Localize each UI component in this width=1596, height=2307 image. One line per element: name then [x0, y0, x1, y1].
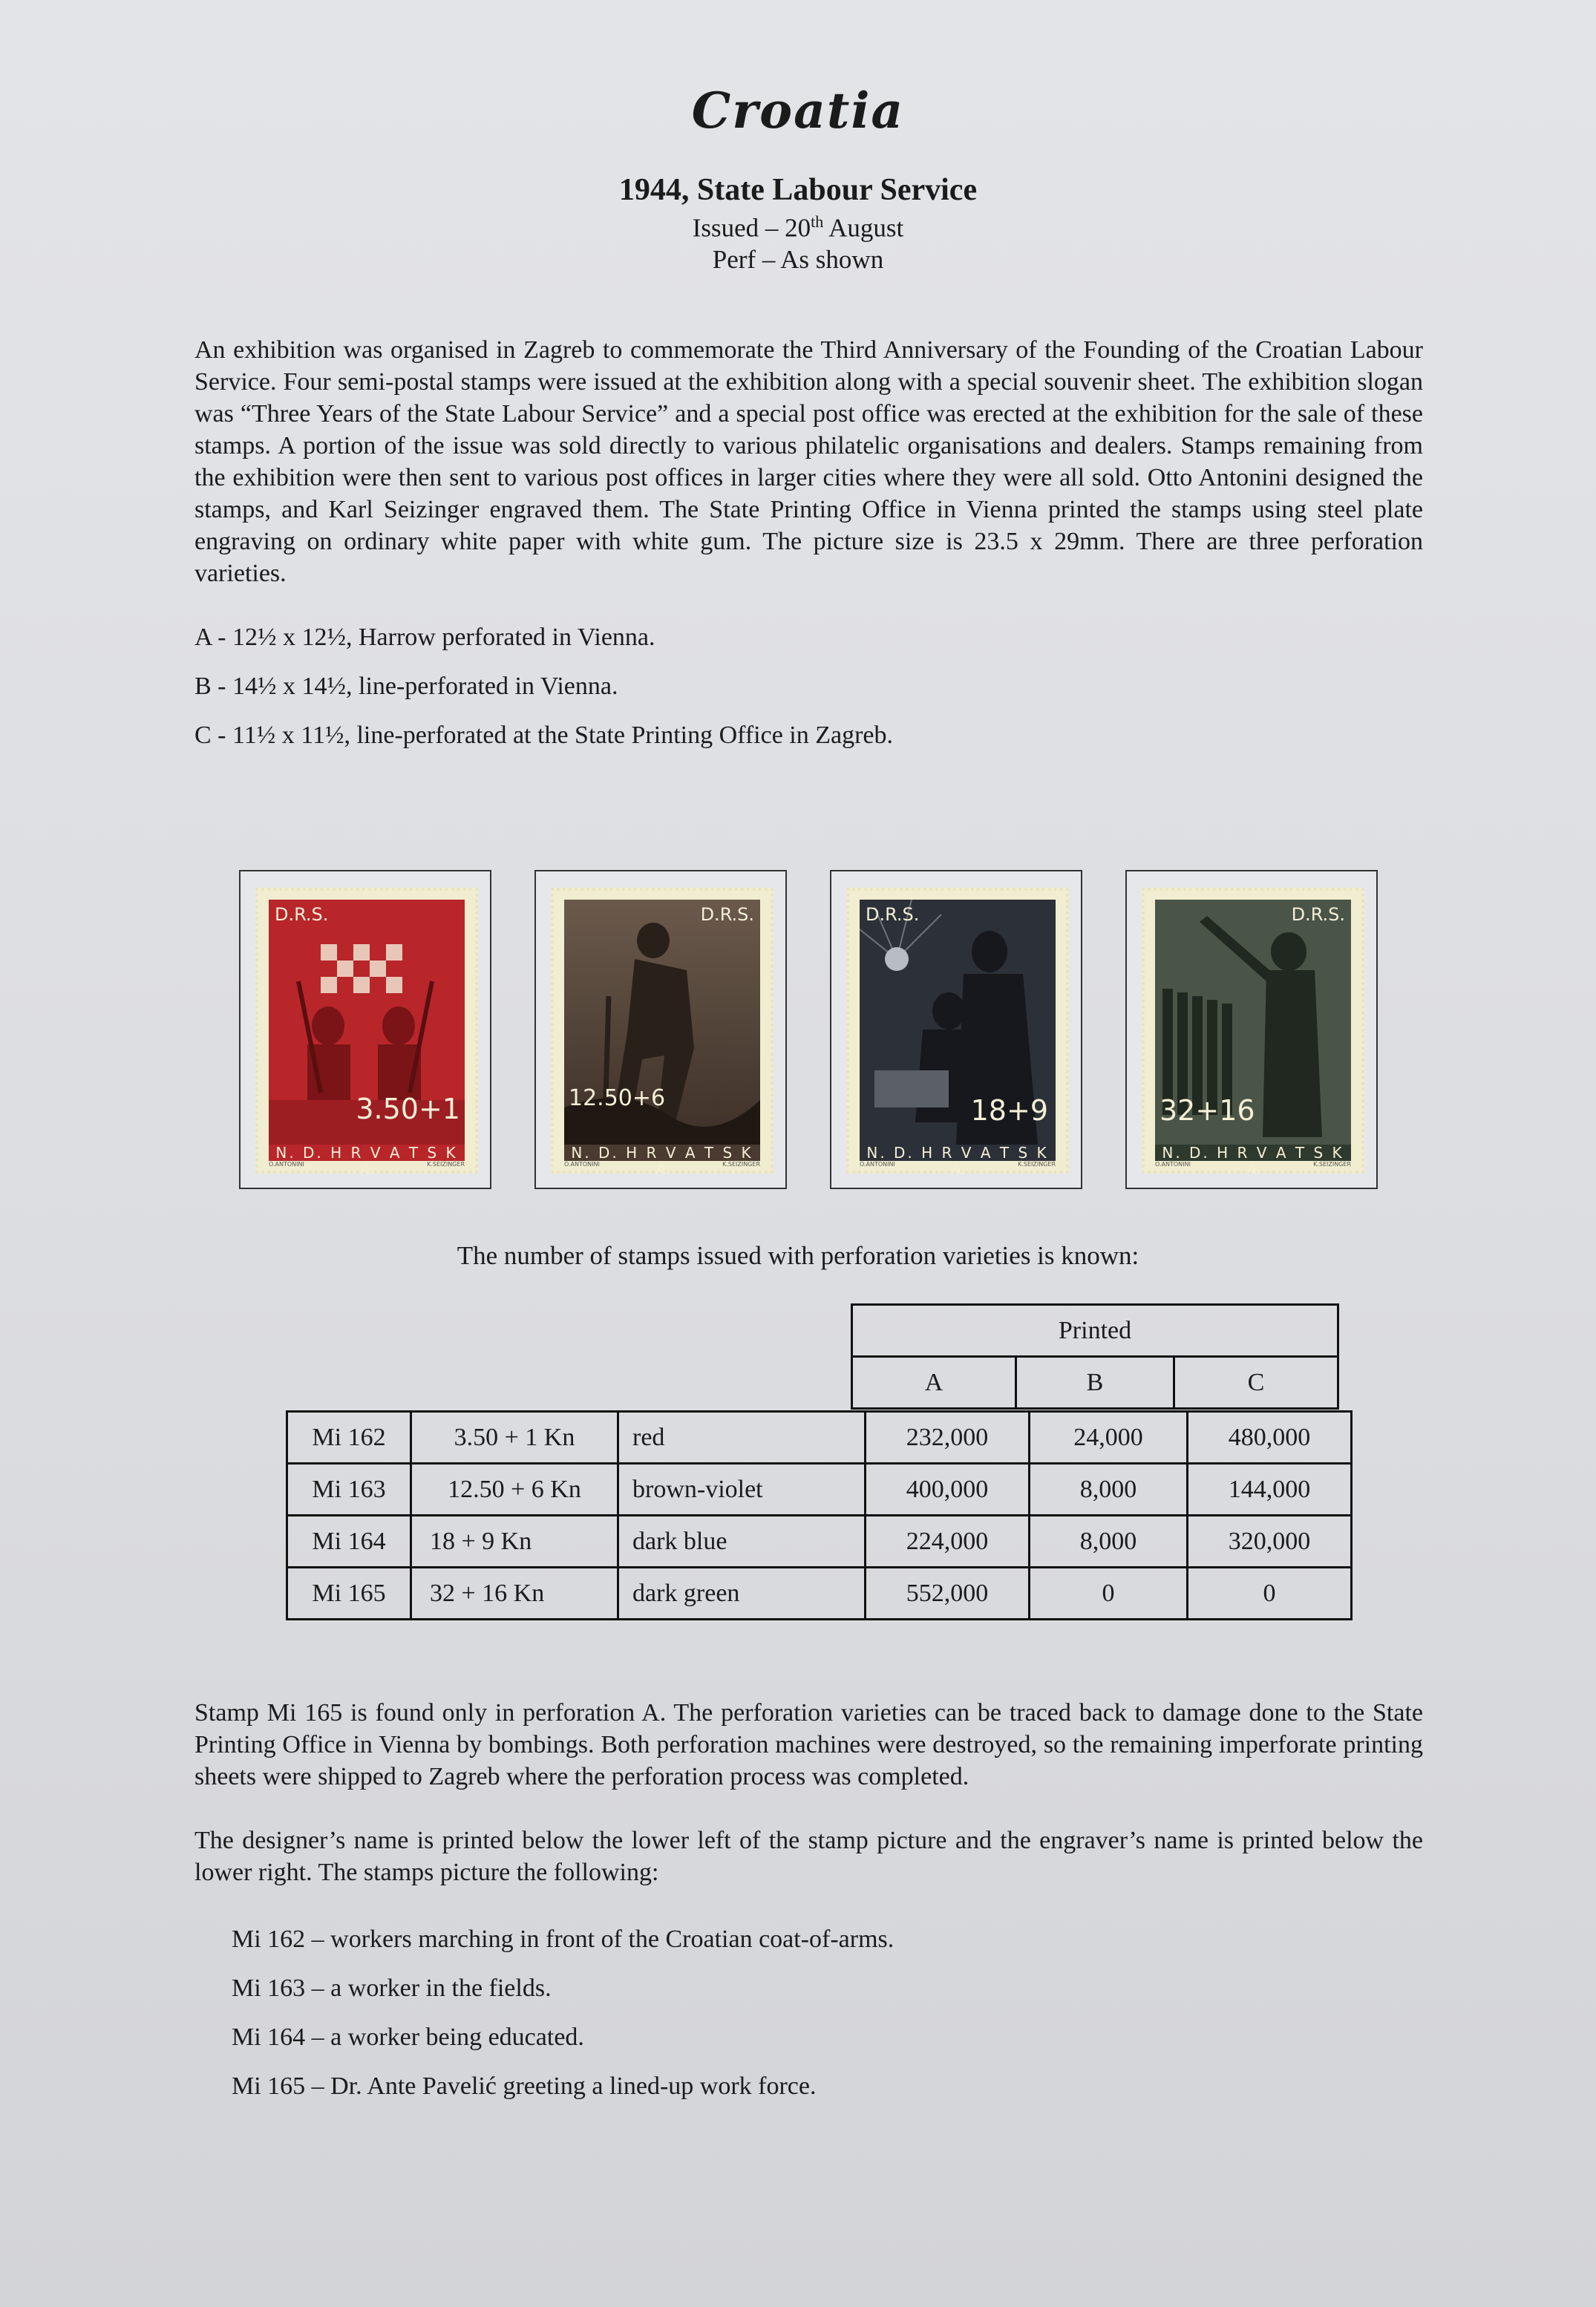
- table-caption: The number of stamps issued with perforation varieties is known:: [457, 1241, 1139, 1270]
- issue-date-suffix: August: [823, 213, 904, 243]
- stamp-drs-label: D.R.S.: [275, 904, 329, 925]
- cell-c: 480,000: [1188, 1412, 1352, 1464]
- column-c: C: [1174, 1357, 1338, 1409]
- stamp-mount-mi163: [534, 870, 787, 1189]
- cell-c: 320,000: [1188, 1516, 1352, 1568]
- stamp-mi163: [551, 888, 774, 1178]
- column-a: A: [852, 1357, 1016, 1409]
- stamp-country: N. D. H R V A T S K A: [1155, 1145, 1351, 1161]
- cell-a: 232,000: [866, 1412, 1030, 1464]
- stamp-mi165: [1142, 888, 1364, 1178]
- cell-value: 12.50 + 6 Kn: [411, 1464, 618, 1516]
- stamp-designer: O.ANTONINI: [269, 1161, 304, 1168]
- stamp-designer: O.ANTONINI: [1155, 1161, 1191, 1168]
- issue-date: [0, 212, 1596, 243]
- designer-notes: The designer’s name is printed below the lower left of the stamp picture and the engraver’s name is printed below the lower right. The stamps picture the following:: [194, 1827, 1423, 1886]
- stamp-picture: [1155, 900, 1351, 1145]
- stamp-drs-label: D.R.S.: [700, 904, 754, 925]
- stamp-value: 12.50+6: [569, 1085, 666, 1111]
- printed-header: Printed: [852, 1305, 1338, 1357]
- column-b: B: [1016, 1357, 1174, 1409]
- stamp-value: 3.50+1: [356, 1093, 460, 1125]
- stamp-designer: O.ANTONINI: [860, 1161, 895, 1168]
- stamp-picture: [269, 900, 465, 1145]
- cell-mi: Mi 164: [287, 1516, 411, 1568]
- cell-mi: Mi 162: [287, 1412, 411, 1464]
- cell-b: 24,000: [1030, 1412, 1188, 1464]
- cell-mi: Mi 165: [287, 1568, 411, 1620]
- perforation-notes: Stamp Mi 165 is found only in perforation A. The perforation varieties can be traced back to damage done to the State Printing Office in Vienna by bombings. Both perforation machines were destroyed, so the remaining imperforate printing sheets were shipped to Zagreb where the perforation process was completed.: [194, 1699, 1423, 1790]
- stamp-engraver: K.SEIZINGER: [427, 1161, 465, 1168]
- stamp-drs-label: D.R.S.: [866, 904, 920, 925]
- table-row: [287, 1464, 1352, 1516]
- stamp-engraver: K.SEIZINGER: [1313, 1161, 1351, 1168]
- intro-paragraph: An exhibition was organised in Zagreb to commemorate the Third Anniversary of the Founding of the Croatian Labour Service. Four semi-postal stamps were issued at the exhibition along with a special souvenir sheet. The exhibition slogan was “Three Years of the State Labour Service” and a special post office was erected at the exhibition for the sale of these stamps. A portion of the issue was sold directly to various philatelic organisations and dealers. Stamps remaining from the exhibition were then sent to various post offices in larger cities where they were all sold. Otto Antonini designed the stamps, and Karl Seizinger engraved them. The State Printing Office in Vienna printed the stamps using steel plate engraving on ordinary white paper with white gum. The picture size is 23.5 x 29mm. There are three perforation varieties.: [194, 336, 1423, 587]
- cell-color: dark blue: [618, 1516, 866, 1568]
- stamp-designer: O.ANTONINI: [564, 1161, 600, 1168]
- cell-color: brown-violet: [618, 1464, 866, 1516]
- stamp-credits: [1155, 1161, 1351, 1168]
- cell-value: 3.50 + 1 Kn: [411, 1412, 618, 1464]
- country-title: Croatia: [691, 82, 905, 140]
- stamp-country: N. D. H R V A T S K A: [269, 1145, 465, 1161]
- stamp-credits: [564, 1161, 760, 1168]
- cell-value: 32 + 16 Kn: [411, 1568, 618, 1620]
- stamp-picture: [564, 900, 760, 1145]
- issue-table: [286, 1410, 1353, 1620]
- picture-item-mi164: Mi 164 – a worker being educated.: [232, 2023, 584, 2051]
- stamp-country: N. D. H R V A T S K A: [564, 1145, 760, 1161]
- perf-line: Perf – As shown: [712, 245, 884, 274]
- cell-mi: Mi 163: [287, 1464, 411, 1516]
- stamp-value: 18+9: [970, 1094, 1048, 1127]
- picture-item-mi165: Mi 165 – Dr. Ante Pavelić greeting a lined-up work force.: [232, 2072, 817, 2100]
- stamp-value: 32+16: [1160, 1094, 1255, 1127]
- stamp-picture: [860, 900, 1056, 1145]
- stamp-drs-label: D.R.S.: [1291, 904, 1345, 925]
- stamp-mi162: [255, 888, 478, 1178]
- cell-b: 0: [1030, 1568, 1188, 1620]
- cell-color: dark green: [618, 1568, 866, 1620]
- picture-item-mi163: Mi 163 – a worker in the fields.: [232, 1974, 552, 2002]
- cell-a: 400,000: [866, 1464, 1030, 1516]
- picture-item-mi162: Mi 162 – workers marching in front of the Croatian coat-of-arms.: [232, 1925, 895, 1953]
- table-row: [287, 1568, 1352, 1620]
- stamp-engraver: K.SEIZINGER: [722, 1161, 760, 1168]
- variety-c: C - 11½ x 11½, line-perforated at the State Printing Office in Zagreb.: [194, 721, 894, 749]
- cell-b: 8,000: [1030, 1464, 1188, 1516]
- stamp-mount-mi164: [830, 870, 1082, 1189]
- stamp-country: N. D. H R V A T S K A: [860, 1145, 1056, 1161]
- stamp-mi164: [846, 888, 1069, 1178]
- cell-color: red: [618, 1412, 866, 1464]
- stamp-engraver: K.SEIZINGER: [1018, 1161, 1056, 1168]
- table-row: [287, 1516, 1352, 1568]
- variety-a: A - 12½ x 12½, Harrow perforated in Vienna.: [194, 624, 655, 651]
- stamp-mount-mi162: [239, 870, 491, 1189]
- cell-c: 0: [1188, 1568, 1352, 1620]
- issue-date-sup: th: [811, 212, 824, 231]
- table-row: [287, 1412, 1352, 1464]
- issue-title: 1944, State Labour Service: [618, 173, 978, 207]
- issue-date-prefix: Issued – 20: [692, 213, 811, 243]
- cell-a: 552,000: [866, 1568, 1030, 1620]
- cell-c: 144,000: [1188, 1464, 1352, 1516]
- cell-a: 224,000: [866, 1516, 1030, 1568]
- cell-value: 18 + 9 Kn: [411, 1516, 618, 1568]
- stamp-credits: [269, 1161, 465, 1168]
- stamp-mount-mi165: [1125, 870, 1378, 1189]
- stamp-credits: [860, 1161, 1056, 1168]
- printed-header-table: [851, 1303, 1339, 1410]
- cell-b: 8,000: [1030, 1516, 1188, 1568]
- variety-b: B - 14½ x 14½, line-perforated in Vienna.: [194, 673, 618, 700]
